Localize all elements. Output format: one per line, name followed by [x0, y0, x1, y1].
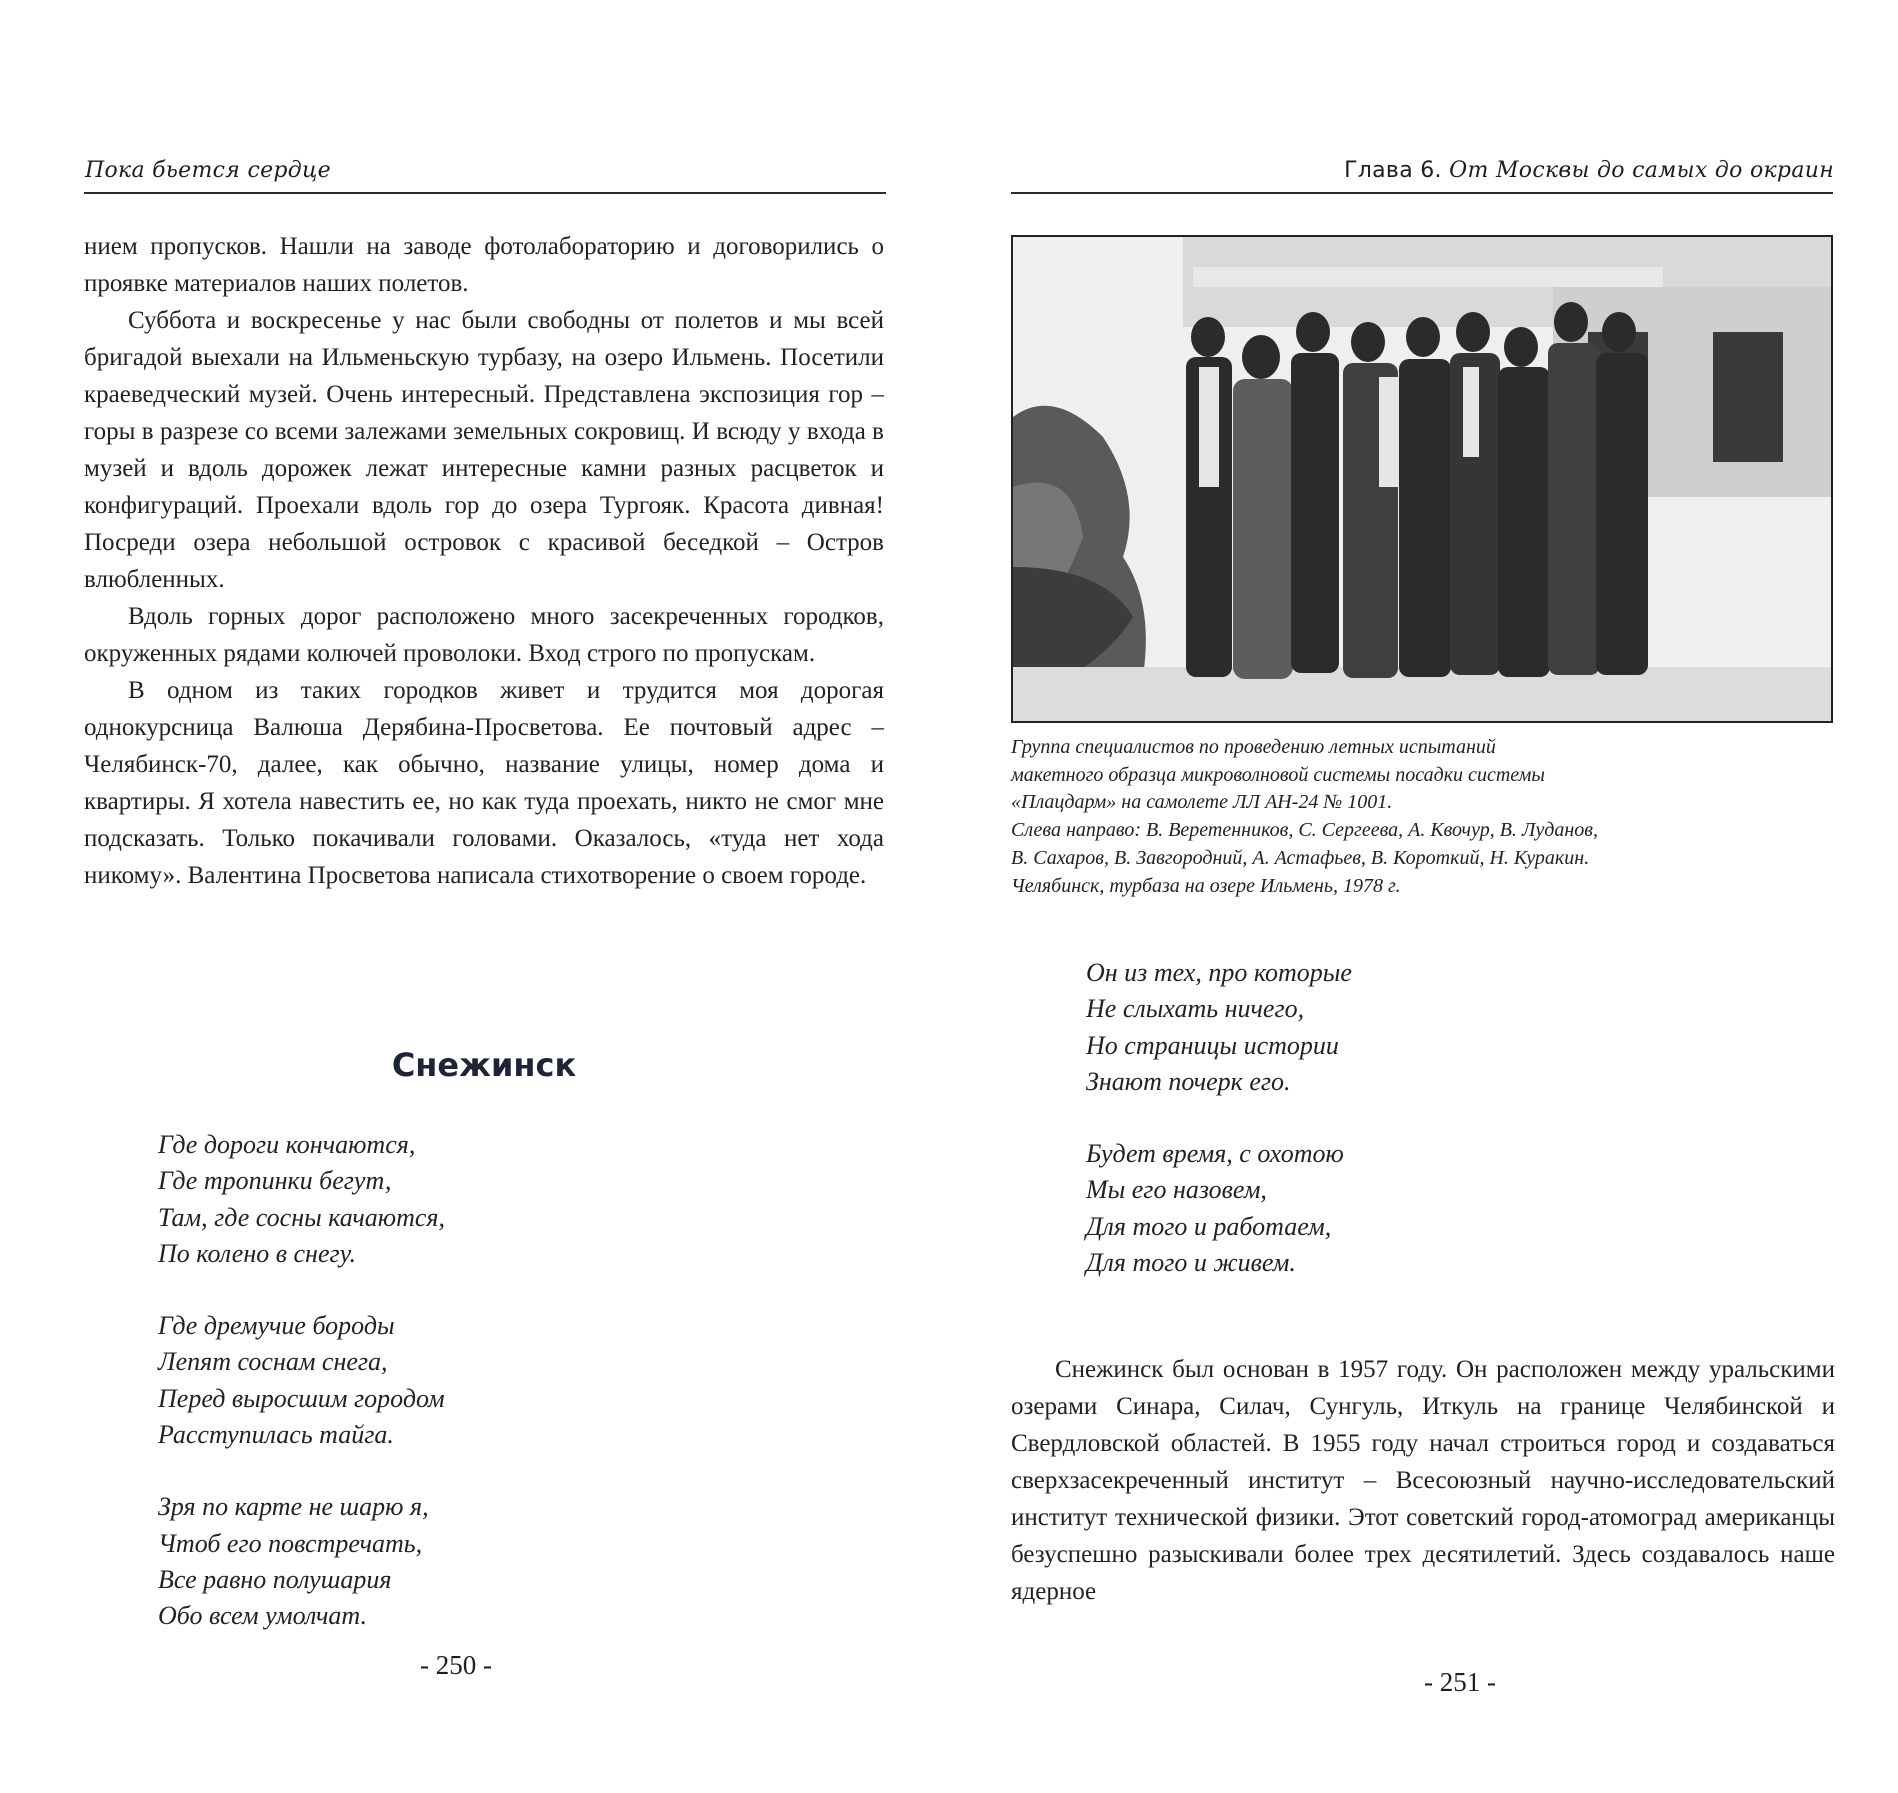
- paragraph: нием пропусков. Нашли на заводе фотолабораторию и договорились о проявке материалов наших полетов.: [84, 233, 884, 297]
- caption-line: Слева направо: В. Веретенников, С. Сергеева, А. Квочур, В. Луданов,: [1011, 819, 1598, 842]
- caption-line: В. Сахаров, В. Завгородний, А. Астафьев, В. Короткий, Н. Куракин.: [1011, 846, 1590, 869]
- header-rule-left: [84, 192, 886, 194]
- running-head-left: Пока бьется сердце: [85, 158, 331, 183]
- left-page-body: [84, 228, 884, 894]
- poem-line: Перед выросшим городом: [158, 1383, 445, 1413]
- poem-line: Обо всем умолчат.: [158, 1601, 367, 1631]
- poem-line: Он из тех, про которые: [1086, 958, 1352, 987]
- header-rule-right: [1011, 192, 1833, 194]
- chapter-label: Глава 6.: [1344, 158, 1442, 183]
- group-photo-illustration: [1013, 237, 1831, 721]
- right-page-body: [1011, 1351, 1835, 1610]
- poem-line: Для того и работаем,: [1086, 1211, 1332, 1241]
- page-number-left: - 250 -: [420, 1650, 492, 1680]
- poem-line: Расступилась тайга.: [158, 1420, 394, 1450]
- poem-line: Зря по карте не шарю я,: [158, 1492, 429, 1522]
- poem-line: По колено в снегу.: [158, 1238, 357, 1268]
- running-head-right: [1344, 158, 1834, 183]
- poem-left: [158, 1127, 445, 1671]
- poem-stanza: [1086, 1136, 1352, 1281]
- caption-line: Группа специалистов по проведению летных испытаний: [1011, 736, 1496, 758]
- caption-line: макетного образца микроволновой системы посадки системы: [1011, 763, 1545, 786]
- poem-stanza: [1086, 955, 1352, 1100]
- poem-line: Знают почерк его.: [1086, 1066, 1291, 1096]
- page-number-right: - 251 -: [1424, 1667, 1496, 1697]
- caption-line: Челябинск, турбаза на озере Ильмень, 1978 г.: [1011, 874, 1401, 897]
- poem-line: Где дороги кончаются,: [158, 1130, 416, 1159]
- poem-line: Не слыхать ничего,: [1086, 994, 1305, 1024]
- poem-stanza: [158, 1308, 445, 1453]
- paragraph: В одном из таких городков живет и трудится моя дорогая однокурсница Валюша Дерябина-Просветова. Ее почтовый адрес – Челябинск-70, далее, как обычно, название улицы, номер дома и квартиры. Я хотела навестить ее, но как туда проехать, никто не смог мне подсказать. Только покачивали головами. Оказалось, «туда нет хода никому». Валентина Просветова написала стихотворение о своем городе.: [84, 677, 884, 889]
- group-photo: [1011, 235, 1833, 723]
- poem-stanza: [158, 1489, 445, 1634]
- photo-caption: [1011, 734, 1841, 900]
- poem-line: Где тропинки бегут,: [158, 1166, 392, 1196]
- chapter-title: От Москвы до самых до окраин: [1449, 158, 1834, 183]
- right-page: [949, 0, 1898, 1793]
- poem-line: Все равно полушария: [158, 1564, 392, 1594]
- poem-line: Лепят соснам снега,: [158, 1347, 388, 1377]
- poem-right: [1086, 955, 1352, 1317]
- paragraph: Суббота и воскресенье у нас были свободны от полетов и мы всей бригадой выехали на Ильменьскую турбазу, на озеро Ильмень. Посетили краеведческий музей. Очень интересный. Представлена экспозиция гор – горы в разрезе со всеми залежами земельных сокровищ. И всюду у входа в музей и вдоль дорожек лежат интересные камни разных расцветок и конфигураций. Проехали вдоль гор до озера Тургояк. Красота дивная! Посреди озера небольшой островок с красивой беседкой – Остров влюбленных.: [84, 307, 884, 593]
- poem-line: Где дремучие бороды: [158, 1311, 395, 1341]
- paragraph: Вдоль горных дорог расположено много засекреченных городков, окруженных рядами колючей проволоки. Вход строго по пропускам.: [84, 603, 884, 667]
- poem-stanza: [158, 1127, 445, 1272]
- poem-line: Для того и живем.: [1086, 1248, 1296, 1278]
- caption-line: «Плацдарм» на самолете ЛЛ АН-24 № 1001.: [1011, 791, 1393, 814]
- poem-title: Снежинск: [391, 1046, 577, 1084]
- poem-line: Там, где сосны качаются,: [158, 1202, 446, 1232]
- poem-line: Будет время, с охотою: [1086, 1139, 1344, 1169]
- poem-line: Чтоб его повстречать,: [158, 1528, 423, 1558]
- poem-line: Мы его назовем,: [1086, 1175, 1267, 1205]
- poem-line: Но страницы истории: [1086, 1030, 1339, 1060]
- paragraph: Снежинск был основан в 1957 году. Он расположен между уральскими озерами Синара, Силач, Сунгуль, Иткуль на границе Челябинской и Свердловской областей. В 1955 году начал строиться город и создаваться сверхзасекреченный институт – Всесоюзный научно-исследовательский институт технической физики. Этот советский город-атомоград американцы безуспешно разыскивали более трех десятилетий. Здесь создавалось наше ядерное: [1011, 1356, 1835, 1605]
